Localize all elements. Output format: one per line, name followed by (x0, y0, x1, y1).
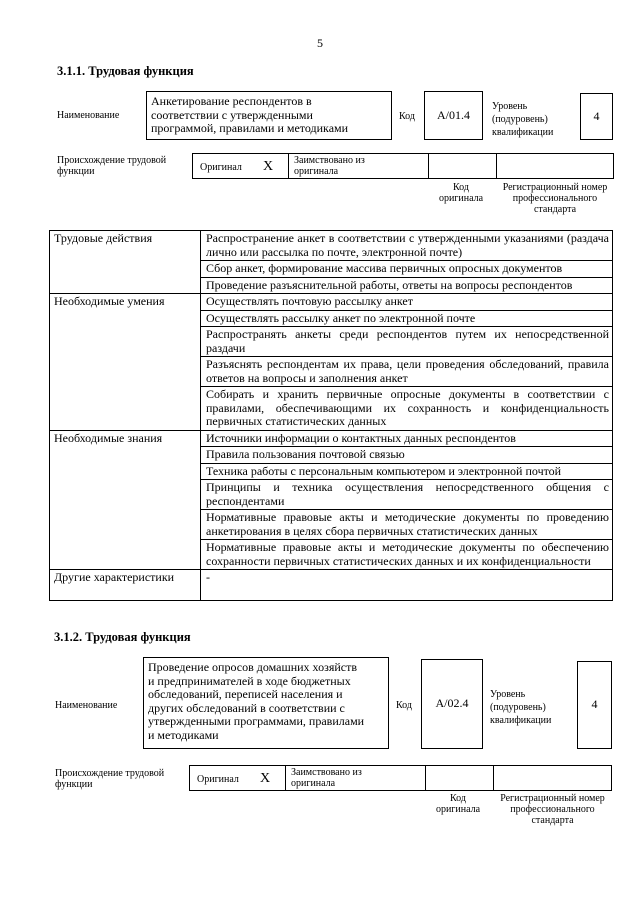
labor-action-item: Проведение разъяснительной работы, ответы на вопросы респондентов (201, 277, 613, 294)
origin-label-line: Происхождение трудовой (57, 155, 167, 166)
divider (288, 153, 289, 179)
origin-label-line: функции (57, 166, 95, 177)
level-label-line: (подуровень) (490, 702, 546, 713)
other-value: - (201, 570, 613, 601)
origin-row-2 (189, 765, 612, 791)
level-label-line: квалификации (492, 127, 554, 138)
borrowed-label-line: Заимствовано из (294, 155, 365, 166)
section-heading-1: 3.1.1. Трудовая функция (57, 64, 194, 78)
reg-number-line: стандарта (531, 815, 574, 826)
code-value-2: A/02.4 (421, 659, 483, 749)
function-name-line: Анкетирование респондентов в (151, 94, 312, 108)
code-original-line: Код (450, 793, 466, 804)
code-original-label-1 (428, 182, 494, 204)
origin-label-1 (57, 155, 166, 177)
skill-item: Собирать и хранить первичные опросные документы в соответствии с правилами, обеспечивающими их сохранность и конфиденциальность первичных статистических данных (201, 387, 613, 431)
level-label-line: квалификации (490, 715, 552, 726)
function-name-line: и предпринимателей в ходе бюджетных (148, 673, 351, 688)
function-name-line: утвержденными программами, правилами (148, 714, 365, 728)
knowledge-label: Необходимые знания (50, 430, 201, 570)
labor-actions-label: Трудовые действия (50, 231, 201, 294)
skill-item: Распространять анкеты среди респондентов путем их непосредственной раздачи (201, 327, 613, 357)
skill-item: Разъяснять респондентам их права, цели проведения обследований, правила ответов на вопросы и заполнения анкет (201, 357, 613, 387)
labor-function-table (49, 230, 613, 601)
function-name-line: обследований, переписей населения и (148, 687, 343, 701)
divider (493, 765, 494, 791)
level-value-1: 4 (580, 93, 613, 140)
function-name-line: программой, правилами и методиками (151, 121, 349, 135)
origin-label-line: Происхождение трудовой (55, 768, 165, 779)
reg-number-line: Регистрационный номер (500, 793, 605, 804)
skill-item: Осуществлять рассылку анкет по электронной почте (201, 310, 613, 327)
code-value-1: A/01.4 (424, 91, 483, 140)
skill-item: Осуществлять почтовую рассылку анкет (201, 294, 613, 311)
borrowed-label-line: оригинала (294, 166, 339, 177)
section-heading-2: 3.1.2. Трудовая функция (54, 630, 191, 644)
reg-number-line: стандарта (533, 204, 577, 215)
divider (285, 765, 286, 791)
other-label: Другие характеристики (50, 570, 201, 601)
name-label-2: Наименование (55, 700, 118, 711)
original-label-2: Оригинал (197, 774, 239, 785)
reg-number-line: профессионального (512, 193, 598, 204)
level-label-line: Уровень (492, 101, 528, 112)
knowledge-item: Правила пользования почтовой связью (201, 447, 613, 464)
function-name-line: других обследований в соответствии с (148, 700, 345, 715)
name-label-1: Наименование (57, 109, 120, 121)
borrowed-label-line: Заимствовано из (291, 767, 362, 778)
function-name-line: Проведение опросов домашних хозяйств (148, 660, 358, 674)
knowledge-item: Принципы и техника осуществления непосредственного общения с респондентами (201, 480, 613, 510)
function-name-box-1 (146, 91, 392, 140)
original-mark-2: X (260, 771, 271, 786)
knowledge-item: Источники информации о контактных данных респондентов (201, 430, 613, 447)
code-label-1: Код (399, 111, 415, 122)
level-label-2 (490, 688, 551, 727)
level-label-1 (492, 100, 553, 139)
code-label-2: Код (396, 700, 412, 711)
level-label-line: (подуровень) (492, 114, 548, 125)
level-value-2: 4 (577, 661, 612, 749)
origin-label-2 (55, 768, 164, 790)
code-original-label-2 (425, 793, 491, 815)
reg-number-label-2 (493, 793, 612, 826)
origin-label-line: функции (55, 779, 93, 790)
knowledge-item: Нормативные правовые акты и методические документы по проведению анкетирования в целях сбора первичных статистических данных (201, 510, 613, 540)
labor-action-item: Сбор анкет, формирование массива первичных опросных документов (201, 261, 613, 278)
labor-action-item: Распространение анкет в соответствии с утвержденными указаниями (раздача лично или рассылка по почте, электронной почте) (201, 231, 613, 261)
function-name-box-2 (143, 657, 389, 749)
knowledge-item: Нормативные правовые акты и методические документы по обеспечению сохранности первичных статистических данных и их конфиденциальности (201, 540, 613, 570)
knowledge-item: Техника работы с персональным компьютером и электронной почтой (201, 463, 613, 480)
code-original-line: Код (453, 182, 469, 193)
reg-number-line: профессионального (510, 804, 595, 815)
original-label-1: Оригинал (200, 162, 242, 173)
page-number: 5 (317, 36, 323, 50)
function-name-line: и методиками (148, 727, 219, 742)
divider (496, 153, 497, 179)
function-name-line: соответствии с утвержденными (151, 107, 313, 122)
borrowed-label-2 (291, 767, 362, 789)
divider (428, 153, 429, 179)
level-label-line: Уровень (490, 689, 526, 700)
original-mark-1: X (263, 159, 274, 174)
skills-label: Необходимые умения (50, 294, 201, 431)
origin-row-1 (192, 153, 614, 179)
code-original-line: оригинала (438, 193, 484, 204)
reg-number-label-1 (496, 182, 614, 215)
code-original-line: оригинала (435, 804, 481, 815)
borrowed-label-1 (294, 155, 365, 177)
borrowed-label-line: оригинала (291, 778, 336, 789)
divider (425, 765, 426, 791)
reg-number-line: Регистрационный номер (502, 182, 608, 193)
